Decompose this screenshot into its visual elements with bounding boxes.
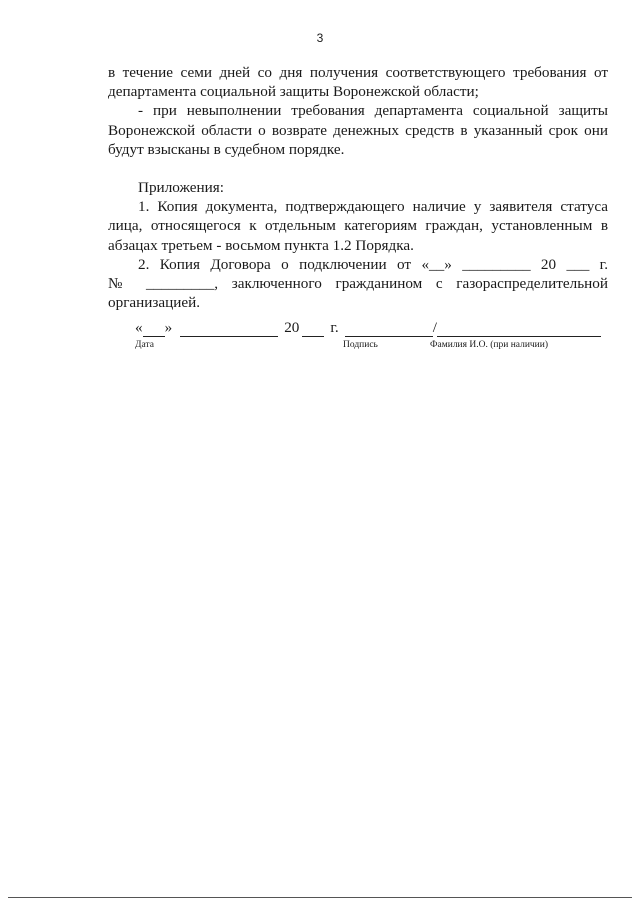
attachment-item-2 <box>108 255 608 313</box>
attachments-heading: Приложения: <box>138 179 224 197</box>
month-blank <box>180 321 278 337</box>
attachment-item-1 <box>108 197 608 255</box>
text-line: будут взысканы в судебном порядке. <box>108 140 345 158</box>
text-line: организацией. <box>108 294 201 312</box>
page-number: 3 <box>316 31 324 45</box>
name-blank <box>437 321 601 337</box>
year-blank <box>302 321 324 337</box>
year-prefix: 20 <box>284 319 300 336</box>
signature-blank <box>345 321 433 337</box>
page-bottom-edge <box>8 897 632 898</box>
label-signature: Подпись <box>343 340 378 350</box>
day-blank <box>143 321 165 337</box>
document-body <box>108 63 608 312</box>
text-line: - при невыполнении требования департамента социальной защиты <box>138 102 608 120</box>
text-line: в течение семи дней со дня получения соответствующего требования от <box>108 64 608 81</box>
text-line: № _________, заключенного гражданином с газораспределительной <box>108 275 608 293</box>
text-line: 1. Копия документа, подтверждающего наличие у заявителя статуса <box>138 198 608 216</box>
signature-line <box>135 318 611 337</box>
quote-close: » <box>164 319 173 336</box>
text-line: департамента социальной защиты Воронежской области; <box>108 83 479 101</box>
label-full-name: Фамилия И.О. (при наличии) <box>430 340 549 350</box>
text-line: Воронежской области о возврате денежных средств в указанный срок они <box>108 121 608 139</box>
year-suffix: г. <box>330 319 339 336</box>
text-line: лица, относящегося к отдельным категориям граждан, установленным в <box>108 217 608 235</box>
slash: / <box>432 319 437 336</box>
paragraph-non-compliance <box>108 101 608 159</box>
text-line: 2. Копия Договора о подключении от «__» _________ 20 ___ г. <box>138 255 608 273</box>
quote-open: « <box>135 319 143 336</box>
label-date: Дата <box>135 340 154 350</box>
text-line: абзацах третьем - восьмом пункта 1.2 Порядка. <box>108 236 414 254</box>
paragraph-deadline <box>108 63 608 101</box>
